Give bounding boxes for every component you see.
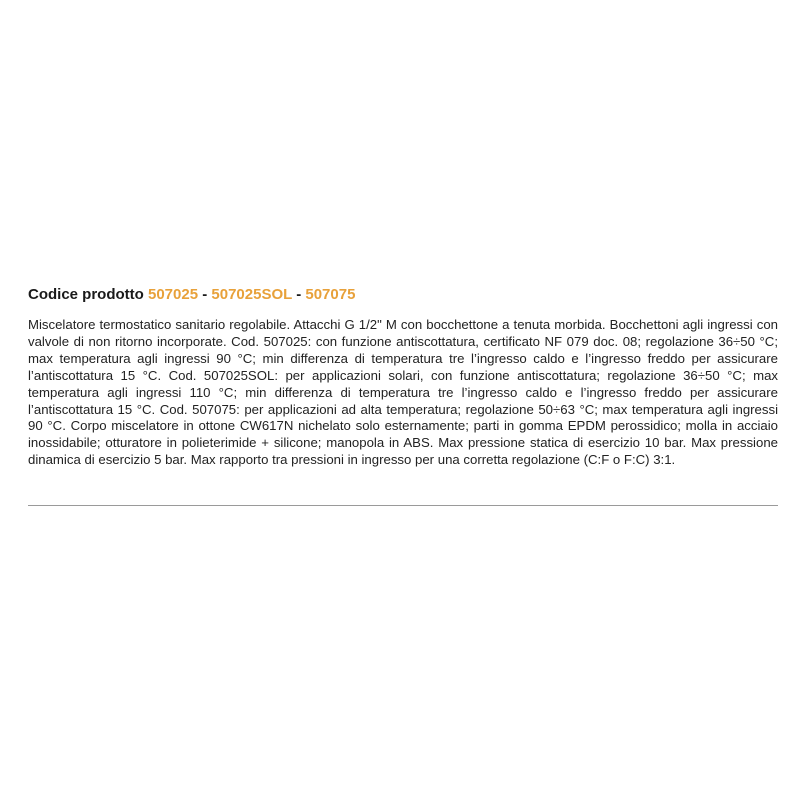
product-code-3: 507075 [305,286,356,303]
product-heading [28,284,778,306]
product-code-2: 507025SOL [211,286,293,303]
product-block [28,284,778,469]
heading-label: Codice prodotto [28,286,144,303]
product-code-1: 507025 [148,286,199,303]
section-divider [28,505,778,506]
product-description: Miscelatore termostatico sanitario regolabile. Attacchi G 1/2" M con bocchettone a tenuta morbida. Bocchettoni agli ingressi con valvole di non ritorno incorporate. Cod. 507025: con funzione antiscottatura, certificato NF 079 doc. 08; regolazione 36÷50 °C; max temperatura agli ingressi 90 °C; min differenza di temperatura tre l’ingresso caldo e l’ingresso freddo per assicurare l’antiscottatura 15 °C. Cod. 507025SOL: per applicazioni solari, con funzione antiscottatura; regolazione 36÷50 °C; max temperatura agli ingressi 110 °C; min differenza di temperatura tre l’ingresso caldo e l’ingresso freddo per assicurare l’antiscottatura 15 °C. Cod. 507075: per applicazioni ad alta temperatura; regolazione 50÷63 °C; max temperatura agli ingressi 90 °C. Corpo miscelatore in ottone CW617N nichelato solo esternamente; parti in gomma EPDM perossidico; molla in acciaio inossidabile; otturatore in polieterimide + silicone; manopola in ABS. Max pressione statica di esercizio 10 bar. Max pressione dinamica di esercizio 5 bar. Max rapporto tra pressioni in ingresso per una corretta regolazione (C:F o F:C) 3:1. [28,317,778,468]
code-separator-1: - [202,286,208,303]
code-separator-2: - [296,286,302,303]
